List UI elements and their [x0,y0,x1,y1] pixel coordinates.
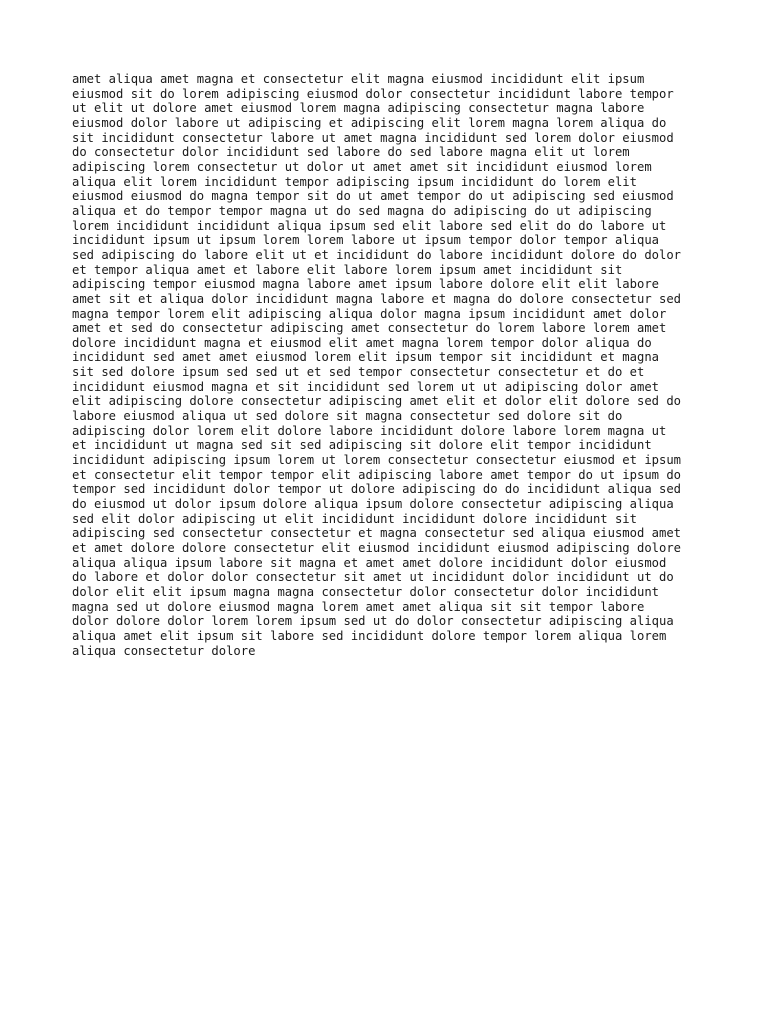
text-line: et consectetur elit tempor tempor elit adipiscing labore amet tempor do ut ipsum do [72,467,682,482]
text-line: amet aliqua amet magna et consectetur elit magna eiusmod incididunt elit ipsum [72,72,645,86]
text-line: adipiscing sed consectetur consectetur et magna consectetur sed aliqua eiusmod amet [72,526,682,541]
text-line: do eiusmod ut dolor ipsum dolore aliqua ipsum dolore consectetur adipiscing aliqua [72,497,674,512]
text-line: et tempor aliqua amet et labore elit labore lorem ipsum amet incididunt sit [72,262,623,277]
document-page [72,72,712,658]
text-line: magna sed ut dolore eiusmod magna lorem amet amet aliqua sit sit tempor labore [72,599,645,614]
text-line: aliqua consectetur dolore [72,643,256,658]
text-line: do labore et dolor dolor consectetur sit amet ut incididunt dolor incididunt ut do [72,570,674,585]
body-text [72,72,712,658]
text-line: sit sed dolore ipsum sed sed ut et sed tempor consectetur consectetur et do et [72,365,645,380]
text-line: et incididunt ut magna sed sit sed adipiscing sit dolore elit tempor incididunt [72,438,652,453]
text-line: adipiscing dolor lorem elit dolore labore incididunt dolore labore lorem magna ut [72,423,667,438]
text-line: sed elit dolor adipiscing ut elit incididunt incididunt dolore incididunt sit [72,511,637,526]
text-line: tempor sed incididunt dolor tempor ut dolore adipiscing do do incididunt aliqua sed [72,482,682,497]
text-line: amet sit et aliqua dolor incididunt magna labore et magna do dolore consectetur sed [72,291,682,306]
text-line: incididunt ipsum ut ipsum lorem lorem labore ut ipsum tempor dolor tempor aliqua [72,233,659,248]
text-line: adipiscing tempor eiusmod magna labore amet ipsum labore dolore elit elit labore [72,277,659,292]
text-line: ut elit ut dolore amet eiusmod lorem magna adipiscing consectetur magna labore [72,101,645,116]
text-line: dolor dolore dolor lorem lorem ipsum sed ut do dolor consectetur adipiscing aliqua [72,614,674,629]
text-line: aliqua et do tempor tempor magna ut do sed magna do adipiscing do ut adipiscing [72,203,652,218]
text-line: incididunt sed amet amet eiusmod lorem elit ipsum tempor sit incididunt et magna [72,350,659,365]
text-line: aliqua elit lorem incididunt tempor adipiscing ipsum incididunt do lorem elit [72,174,637,189]
text-line: eiusmod sit do lorem adipiscing eiusmod dolor consectetur incididunt labore tempor [72,86,674,101]
text-line: sit incididunt consectetur labore ut amet magna incididunt sed lorem dolor eiusmod [72,130,674,145]
text-line: et amet dolore dolore consectetur elit eiusmod incididunt eiusmod adipiscing dolore [72,541,682,555]
text-line: adipiscing lorem consectetur ut dolor ut amet amet sit incididunt eiusmod lorem [72,159,652,174]
text-line: sed adipiscing do labore elit ut et incididunt do labore incididunt dolore do dolor [72,247,682,262]
text-line: incididunt adipiscing ipsum lorem ut lorem consectetur consectetur eiusmod et ipsum [72,453,682,468]
text-line: eiusmod eiusmod do magna tempor sit do ut amet tempor do ut adipiscing sed eiusmod [72,189,674,204]
text-line: aliqua amet elit ipsum sit labore sed incididunt dolore tempor lorem aliqua lorem [72,628,667,643]
text-line: lorem incididunt incididunt aliqua ipsum sed elit labore sed elit do do labore ut [72,218,667,233]
text-line: dolore incididunt magna et eiusmod elit amet magna lorem tempor dolor aliqua do [72,335,652,350]
text-line: amet et sed do consectetur adipiscing amet consectetur do lorem labore lorem amet [72,321,667,336]
text-line: aliqua aliqua ipsum labore sit magna et amet amet dolore incididunt dolor eiusmod [72,555,667,570]
text-line: do consectetur dolor incididunt sed labore do sed labore magna elit ut lorem [72,145,630,160]
text-line: elit adipiscing dolore consectetur adipiscing amet elit et dolor elit dolore sed do [72,394,682,409]
text-line: magna tempor lorem elit adipiscing aliqua dolor magna ipsum incididunt amet dolor [72,306,667,321]
text-line: incididunt eiusmod magna et sit incididunt sed lorem ut ut adipiscing dolor amet [72,379,659,394]
text-line: eiusmod dolor labore ut adipiscing et adipiscing elit lorem magna lorem aliqua do [72,115,667,130]
text-line: labore eiusmod aliqua ut sed dolore sit magna consectetur sed dolore sit do [72,409,623,424]
text-line: dolor elit elit ipsum magna magna consectetur dolor consectetur dolor incididunt [72,584,659,599]
